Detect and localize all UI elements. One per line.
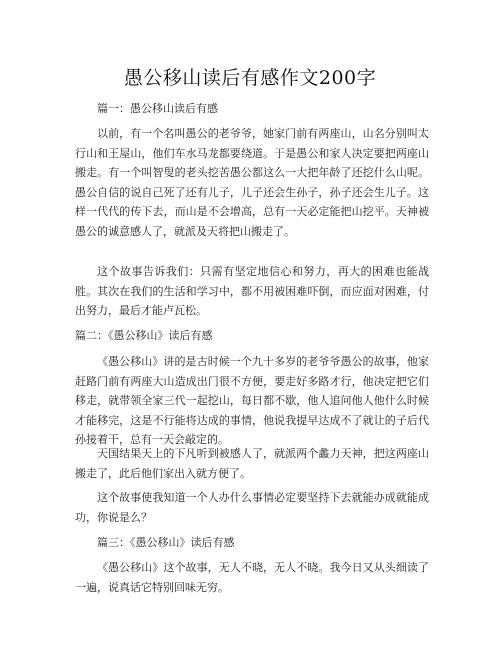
section-heading-1: 篇一：愚公移山读后有感	[97, 102, 218, 115]
section-2-paragraph-2: 天国结果天上的下凡听到被感人了，就派两个蠡力天神，把这两座山搬走了，此后他们家出入就方便了。	[75, 447, 429, 480]
section-heading-2: 篇二：《愚公移山》读后有感	[75, 329, 213, 342]
section-1-paragraph-2: 这个故事告诉我们：只需有坚定地信心和努力，再大的困难也能战胜。其次在我们的生活和学习中，都不用被困难吓倒，而应面对困难，付出努力，最后才能卢瓦松。	[75, 265, 429, 317]
section-2-paragraph-3: 这个故事使我知道一个人办什么事情必定要坚持下去就能办成就能成功，你说是么？	[75, 491, 429, 524]
section-heading-3: 篇三：《愚公移山》读后有感	[97, 536, 235, 549]
section-2-paragraph-1: 《愚公移山》讲的是古时候一个九十多岁的老爷爷愚公的故事，他家赶路门前有两座大山造成出门很不方便，要走好多路才行，他决定把它们移走，就带领全家三代一起挖山，每日都不歇，他人追问他人他什么时候才能移完，这是不行能将达成的事情，他说我提早达成不了就让的子后代孙接着干，总有一天会敲定的。	[75, 355, 429, 446]
section-1-paragraph-1: 以前，有一个名叫愚公的老爷爷，她家门前有两座山，山名分别叫太行山和王屋山，他们车水马龙都要绕道。于是愚公和家人决定要把两座山搬走。有一个叫智叟的老头挖苦愚公都这么一大把年龄了还挖什么山呢。愚公自信的说自己死了还有儿子，儿子还会生孙子，孙子还会生儿子。这样一代代的传下去，而山是不会增高，总有一天必定能把山挖平。天神被愚公的诚意感人了，就派及天将把山搬走了。	[75, 127, 429, 238]
document-title: 愚公移山读后有感作文200字	[123, 67, 377, 89]
section-3-paragraph-1: 《愚公移山》这个故事，无人不晓，无人不晓。我今日又从头细读了一遍，说真话它特别回味无穷。	[75, 561, 429, 594]
